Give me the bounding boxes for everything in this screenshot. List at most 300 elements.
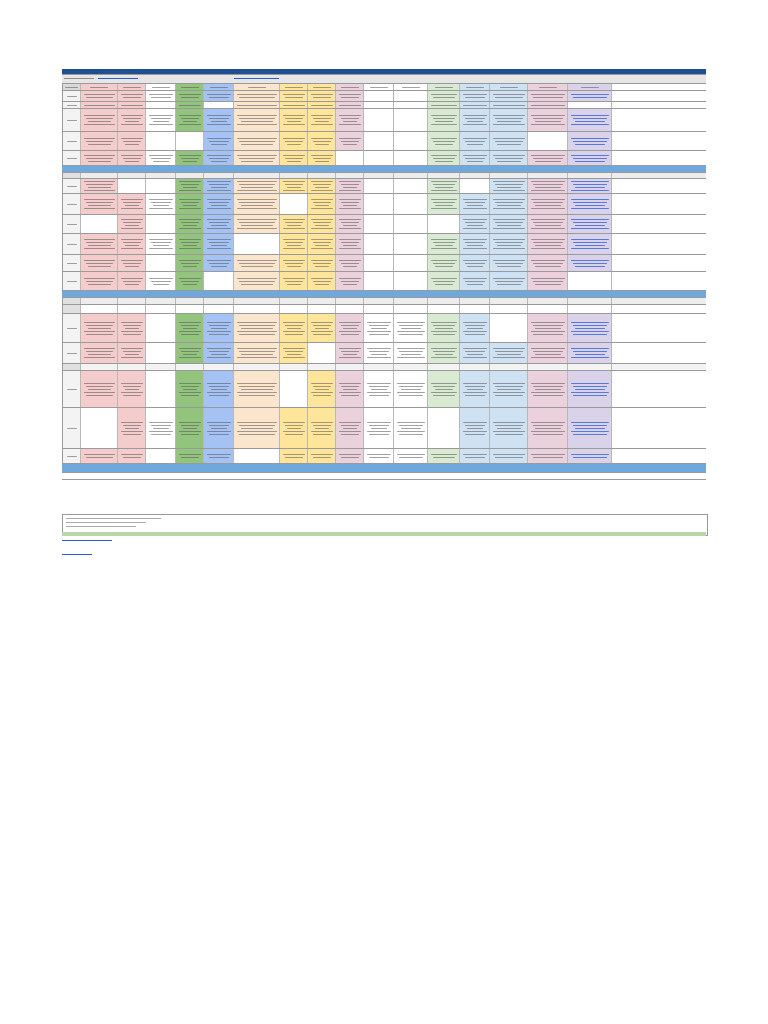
schedule-cell [146, 449, 176, 463]
schedule-cell [364, 449, 394, 463]
schedule-cell [176, 255, 204, 271]
schedule-cell [81, 272, 118, 290]
schedule-cell [336, 109, 364, 131]
schedule-cell [394, 408, 428, 448]
spacer-cell [234, 298, 280, 304]
schedule-cell [336, 371, 364, 407]
spacer-cell [428, 173, 460, 178]
spacer-cell [308, 298, 336, 304]
info-line [64, 78, 94, 79]
schedule-cell [234, 215, 280, 233]
spacer-cell [204, 364, 234, 370]
time-row [62, 343, 706, 364]
schedule-cell [280, 109, 308, 131]
schedule-cell [460, 408, 490, 448]
schedule-cell [490, 408, 528, 448]
schedule-cell [146, 91, 176, 101]
spacer-cell [428, 298, 460, 304]
schedule-cell [336, 314, 364, 342]
schedule-cell [490, 194, 528, 214]
schedule-cell [490, 91, 528, 101]
schedule-cell [490, 215, 528, 233]
schedule-cell [490, 102, 528, 108]
schedule-cell [118, 343, 146, 363]
info-row [62, 75, 706, 84]
spacer-cell [364, 173, 394, 178]
spacer-cell [118, 173, 146, 178]
spacer-cell [490, 298, 528, 304]
schedule-cell [394, 371, 428, 407]
schedule-cell [146, 151, 176, 165]
schedule-cell [81, 151, 118, 165]
schedule-cell [204, 132, 234, 150]
spacer-cell [280, 364, 308, 370]
spacer-cell [62, 305, 81, 313]
schedule-cell [234, 102, 280, 108]
schedule-cell [204, 91, 234, 101]
spacer-cell [490, 305, 528, 313]
spacer-cell [81, 298, 118, 304]
spacer-cell [394, 298, 428, 304]
header-cell [428, 84, 460, 90]
spacer-cell [62, 298, 81, 304]
schedule-cell [336, 102, 364, 108]
schedule-cell [146, 194, 176, 214]
schedule-cell [234, 408, 280, 448]
schedule-cell [364, 109, 394, 131]
schedule-cell [118, 255, 146, 271]
schedule-cell [204, 109, 234, 131]
schedule-cell [460, 215, 490, 233]
schedule-cell [81, 371, 118, 407]
schedule-cell [308, 109, 336, 131]
schedule-cell [308, 151, 336, 165]
spacer-cell [490, 364, 528, 370]
spacer-cell [81, 364, 118, 370]
schedule-cell [280, 255, 308, 271]
schedule-cell [234, 449, 280, 463]
schedule-cell [394, 314, 428, 342]
schedule-cell [336, 151, 364, 165]
schedule-cell [234, 132, 280, 150]
schedule-cell [176, 194, 204, 214]
schedule-cell [204, 272, 234, 290]
schedule-cell [490, 314, 528, 342]
spacer-cell [428, 364, 460, 370]
schedule-cell [460, 151, 490, 165]
header-cell [81, 84, 118, 90]
spacer-cell [280, 173, 308, 178]
schedule-cell [176, 314, 204, 342]
schedule-cell [280, 102, 308, 108]
schedule-cell [118, 215, 146, 233]
schedule-cell [460, 343, 490, 363]
schedule-cell [394, 102, 428, 108]
schedule-cell [528, 371, 568, 407]
schedule-cell [460, 102, 490, 108]
schedule-cell [336, 408, 364, 448]
schedule-cell [490, 255, 528, 271]
spacer-cell [568, 364, 612, 370]
schedule-cell [336, 91, 364, 101]
header-cell [460, 84, 490, 90]
schedule-cell [81, 234, 118, 254]
schedule-cell [62, 314, 81, 342]
schedule-cell [81, 215, 118, 233]
schedule-cell [364, 408, 394, 448]
section-band [62, 166, 706, 173]
schedule-cell [176, 151, 204, 165]
schedule-cell [528, 272, 568, 290]
schedule-cell [146, 314, 176, 342]
info-line [234, 78, 279, 79]
schedule-cell [394, 234, 428, 254]
schedule-cell [364, 179, 394, 193]
schedule-cell [394, 255, 428, 271]
schedule-cell [308, 314, 336, 342]
schedule-cell [118, 179, 146, 193]
footer-band [62, 532, 706, 536]
schedule-cell [428, 132, 460, 150]
section-spacer [62, 364, 706, 371]
header-cell [280, 84, 308, 90]
schedule-cell [146, 272, 176, 290]
time-row [62, 109, 706, 132]
schedule-cell [308, 179, 336, 193]
schedule-cell [146, 132, 176, 150]
spacer-cell [336, 364, 364, 370]
spacer-cell [81, 173, 118, 178]
schedule-cell [490, 234, 528, 254]
schedule-cell [62, 371, 81, 407]
schedule-cell [428, 234, 460, 254]
schedule-cell [428, 255, 460, 271]
schedule-cell [204, 255, 234, 271]
schedule-cell [336, 272, 364, 290]
schedule-cell [176, 449, 204, 463]
time-row [62, 132, 706, 151]
spacer-cell [146, 305, 176, 313]
time-row [62, 371, 706, 408]
spacer-cell [308, 173, 336, 178]
schedule-cell [528, 151, 568, 165]
end-row [62, 473, 706, 480]
schedule-cell [146, 109, 176, 131]
schedule-cell [528, 408, 568, 448]
header-cell [568, 84, 612, 90]
schedule-cell [490, 109, 528, 131]
schedule-cell [490, 449, 528, 463]
schedule-cell [204, 314, 234, 342]
schedule-cell [146, 179, 176, 193]
schedule-cell [394, 449, 428, 463]
schedule-cell [428, 109, 460, 131]
schedule-cell [394, 91, 428, 101]
schedule-cell [146, 343, 176, 363]
schedule-cell [428, 215, 460, 233]
schedule-cell [490, 179, 528, 193]
schedule-cell [204, 371, 234, 407]
time-row [62, 255, 706, 272]
time-row [62, 215, 706, 234]
spacer-cell [364, 298, 394, 304]
schedule-cell [568, 102, 612, 108]
section-band [62, 291, 706, 298]
schedule-cell [490, 132, 528, 150]
schedule-cell [568, 91, 612, 101]
schedule-cell [364, 343, 394, 363]
schedule-cell [176, 408, 204, 448]
schedule-cell [460, 314, 490, 342]
schedule-cell [490, 371, 528, 407]
schedule-cell [428, 194, 460, 214]
schedule-cell [81, 314, 118, 342]
schedule-cell [81, 255, 118, 271]
spacer-cell [428, 305, 460, 313]
schedule-cell [280, 91, 308, 101]
schedule-cell [62, 408, 81, 448]
spacer-cell [62, 173, 81, 178]
schedule-cell [146, 408, 176, 448]
schedule-cell [234, 234, 280, 254]
schedule-cell [490, 272, 528, 290]
schedule-cell [394, 179, 428, 193]
spacer-cell [62, 364, 81, 370]
schedule-cell [118, 314, 146, 342]
spacer-cell [528, 173, 568, 178]
schedule-cell [204, 449, 234, 463]
schedule-cell [364, 234, 394, 254]
schedule-cell [234, 109, 280, 131]
schedule-cell [204, 194, 234, 214]
schedule-cell [118, 272, 146, 290]
schedule-cell [118, 408, 146, 448]
schedule-cell [146, 102, 176, 108]
schedule-cell [280, 234, 308, 254]
schedule-cell [428, 449, 460, 463]
schedule-cell [308, 272, 336, 290]
schedule-cell [176, 272, 204, 290]
spacer-cell [568, 298, 612, 304]
schedule-cell [62, 102, 81, 108]
schedule-cell [308, 408, 336, 448]
schedule-cell [568, 132, 612, 150]
schedule-cell [146, 215, 176, 233]
header-cell [336, 84, 364, 90]
schedule-cell [528, 234, 568, 254]
schedule-cell [568, 371, 612, 407]
time-row [62, 408, 706, 449]
schedule-cell [394, 132, 428, 150]
spacer-cell [204, 298, 234, 304]
spacer-cell [118, 364, 146, 370]
schedule-cell [176, 109, 204, 131]
spacer-cell [460, 298, 490, 304]
spacer-cell [308, 305, 336, 313]
header-cell [146, 84, 176, 90]
schedule-cell [280, 194, 308, 214]
spacer-cell [460, 364, 490, 370]
spacer-cell [118, 305, 146, 313]
schedule-cell [308, 194, 336, 214]
time-row [62, 194, 706, 215]
schedule-cell [528, 102, 568, 108]
schedule-cell [336, 132, 364, 150]
schedule-cell [234, 179, 280, 193]
spacer-cell [460, 173, 490, 178]
schedule-cell [146, 234, 176, 254]
schedule-cell [234, 91, 280, 101]
spacer-cell [364, 305, 394, 313]
schedule-cell [490, 151, 528, 165]
spacer-cell [176, 173, 204, 178]
spacer-cell [568, 305, 612, 313]
spacer-cell [308, 364, 336, 370]
schedule-cell [428, 371, 460, 407]
schedule-cell [528, 314, 568, 342]
schedule-cell [234, 371, 280, 407]
spacer-cell [394, 173, 428, 178]
schedule-cell [336, 255, 364, 271]
schedule-cell [528, 179, 568, 193]
schedule-cell [528, 343, 568, 363]
schedule-cell [394, 109, 428, 131]
schedule-cell [460, 179, 490, 193]
section-band [62, 464, 706, 473]
schedule-cell [280, 314, 308, 342]
schedule-cell [336, 343, 364, 363]
schedule-cell [528, 449, 568, 463]
spacer-cell [176, 364, 204, 370]
schedule-cell [176, 132, 204, 150]
schedule-cell [364, 215, 394, 233]
time-row [62, 151, 706, 166]
spacer-cell [204, 173, 234, 178]
schedule-cell [568, 343, 612, 363]
schedule-cell [176, 343, 204, 363]
schedule-cell [308, 102, 336, 108]
spacer-cell [146, 173, 176, 178]
schedule-cell [394, 272, 428, 290]
schedule-cell [528, 91, 568, 101]
header-cell [118, 84, 146, 90]
schedule-cell [336, 449, 364, 463]
spacer-cell [234, 305, 280, 313]
schedule-cell [568, 272, 612, 290]
schedule-cell [336, 234, 364, 254]
time-row [62, 314, 706, 343]
schedule-cell [308, 234, 336, 254]
spacer-cell [234, 173, 280, 178]
schedule-cell [81, 91, 118, 101]
schedule-cell [428, 314, 460, 342]
spacer-cell [528, 364, 568, 370]
spacer-cell [336, 173, 364, 178]
schedule-cell [280, 215, 308, 233]
schedule-cell [428, 151, 460, 165]
schedule-cell [364, 102, 394, 108]
spacer-cell [234, 364, 280, 370]
schedule-cell [460, 272, 490, 290]
schedule-cell [528, 132, 568, 150]
schedule-cell [62, 109, 81, 131]
spacer-cell [204, 305, 234, 313]
schedule-cell [428, 408, 460, 448]
schedule-cell [568, 151, 612, 165]
schedule-cell [234, 194, 280, 214]
schedule-cell [204, 179, 234, 193]
schedule-cell [336, 215, 364, 233]
schedule-cell [280, 408, 308, 448]
schedule-cell [234, 151, 280, 165]
schedule-cell [428, 102, 460, 108]
schedule-cell [364, 272, 394, 290]
schedule-cell [118, 91, 146, 101]
header-cell [528, 84, 568, 90]
schedule-cell [460, 371, 490, 407]
spacer-cell [490, 173, 528, 178]
footer-link-2[interactable] [62, 553, 706, 556]
schedule-cell [460, 255, 490, 271]
schedule-cell [62, 255, 81, 271]
footer-link-1[interactable] [62, 539, 706, 542]
time-row [62, 179, 706, 194]
spacer-cell [336, 298, 364, 304]
header-cell [62, 84, 81, 90]
schedule-cell [568, 215, 612, 233]
schedule-cell [62, 91, 81, 101]
header-cell [204, 84, 234, 90]
spacer-cell [118, 298, 146, 304]
schedule-cell [568, 109, 612, 131]
schedule-cell [234, 343, 280, 363]
schedule-cell [62, 132, 81, 150]
schedule-cell [118, 449, 146, 463]
schedule-cell [118, 194, 146, 214]
header-cell [394, 84, 428, 90]
schedule-cell [81, 408, 118, 448]
schedule-cell [428, 179, 460, 193]
schedule-cell [176, 91, 204, 101]
schedule-cell [364, 151, 394, 165]
spacer-cell [460, 305, 490, 313]
schedule-cell [394, 194, 428, 214]
schedule-cell [234, 314, 280, 342]
schedule-cell [528, 194, 568, 214]
schedule-cell [81, 102, 118, 108]
schedule-cell [394, 343, 428, 363]
spacer-cell [394, 305, 428, 313]
schedule-cell [528, 109, 568, 131]
schedule-cell [62, 179, 81, 193]
spacer-cell [528, 305, 568, 313]
time-row [62, 102, 706, 109]
schedule-cell [62, 449, 81, 463]
schedule-cell [62, 234, 81, 254]
spacer-cell [280, 298, 308, 304]
schedule-cell [176, 215, 204, 233]
schedule-cell [146, 255, 176, 271]
header-cell [176, 84, 204, 90]
schedule-cell [118, 234, 146, 254]
schedule-cell [460, 91, 490, 101]
schedule-cell [62, 215, 81, 233]
spacer-cell [528, 298, 568, 304]
schedule-cell [118, 109, 146, 131]
section-spacer [62, 298, 706, 305]
spacer-cell [336, 305, 364, 313]
schedule-cell [81, 132, 118, 150]
